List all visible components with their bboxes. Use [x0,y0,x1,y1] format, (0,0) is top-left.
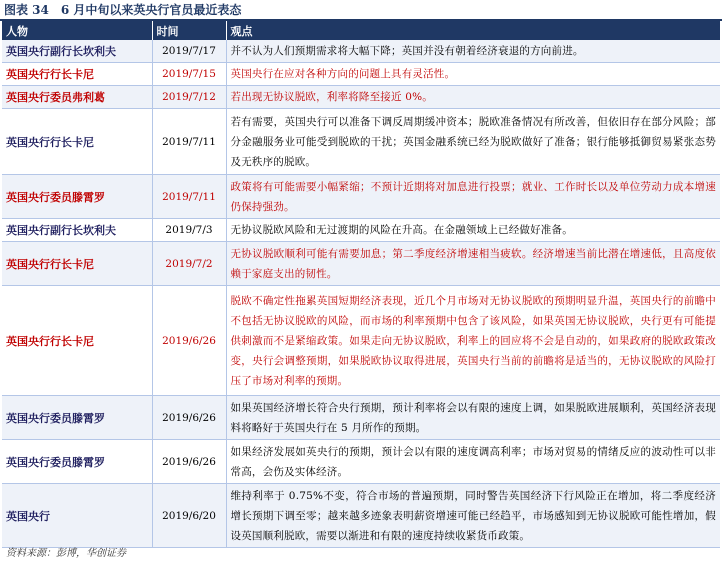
row-view: 无协议脱欧顺利可能有需要加息；第二季度经济增速相当疲软。经济增速当前比潜在增速低，且高度依赖于家庭支出的韧性。 [226,242,720,286]
table-row [2,109,720,175]
row-view: 维持利率于 0.75%不变，符合市场的普遍预期，同时警告英国经济下行风险正在增加，将二季度经济增长预期下调至零；越来越多迹象表明薪资增速可能已经趋平，市场感知到无协议脱欧可能性增加，假设英国顺利脱欧，需要以渐进和有限的速度持续收紧货币政策。 [226,484,720,548]
table-row [2,242,720,286]
row-view: 若出现无协议脱欧，利率将降至接近 0%。 [226,86,720,109]
row-date: 2019/7/2 [152,242,226,286]
row-date: 2019/6/26 [152,396,226,440]
row-view: 如果英国经济增长符合央行预期，预计利率将会以有限的速度上调，如果脱欧进展顺利，英国经济表现料将略好于英国央行在 5 月所作的预期。 [226,396,720,440]
row-date: 2019/6/26 [152,440,226,484]
row-date: 2019/7/12 [152,86,226,109]
table-body [2,40,720,548]
row-view: 政策将有可能需要小幅紧缩；不预计近期将对加息进行投票；就业、工作时长以及单位劳动力成本增速仍保持强劲。 [226,175,720,219]
header-view: 观点 [226,21,720,40]
row-view: 并不认为人们预期需求将大幅下降；英国并没有朝着经济衰退的方向前进。 [226,40,720,63]
row-person: 英国央行委员弗利葛 [2,86,152,109]
table-header-row [2,21,720,40]
header-time: 时间 [152,21,226,40]
table-row [2,175,720,219]
table-row [2,63,720,86]
row-person: 英国央行副行长坎利夫 [2,219,152,242]
table-row [2,396,720,440]
row-person: 英国央行委员滕霄罗 [2,440,152,484]
table-row [2,219,720,242]
row-date: 2019/7/15 [152,63,226,86]
row-date: 2019/6/20 [152,484,226,548]
table-row [2,440,720,484]
figure-caption: 图表 34 6 月中旬以来英央行官员最近表态 [4,3,242,17]
row-date: 2019/6/26 [152,286,226,396]
row-view: 英国央行在应对各种方向的问题上具有灵活性。 [226,63,720,86]
row-person: 英国央行委员滕霄罗 [2,175,152,219]
row-person: 英国央行行长卡尼 [2,109,152,175]
row-view: 脱欧不确定性拖累英国短期经济表现，近几个月市场对无协议脱欧的预期明显升温，英国央行的前瞻中不包括无协议脱欧的风险，而市场的利率预期中包含了该风险，如果英国无协议脱欧，央行更有可能提供刺激而不是紧缩政策。如果走向无协议脱欧，利率上的回应将不会是自动的，如果政府的脱欧政策改变，央行会调整预期，如果脱欧协议取得进展，英国央行当前的前瞻将是适当的，无协议脱欧的风险打压了市场对利率的预期。 [226,286,720,396]
row-person: 英国央行行长卡尼 [2,286,152,396]
row-view: 无协议脱欧风险和无过渡期的风险在升高。在金融领域上已经做好准备。 [226,219,720,242]
row-person: 英国央行副行长坎利夫 [2,40,152,63]
row-view: 如果经济发展如英央行的预期，预计会以有限的速度调高利率；市场对贸易的情绪反应的波动性可以非常高，会伤及实体经济。 [226,440,720,484]
source-note: 资料来源：彭博，华创证券 [6,548,126,559]
table-row [2,40,720,63]
row-date: 2019/7/11 [152,175,226,219]
row-person: 英国央行行长卡尼 [2,242,152,286]
table-row [2,286,720,396]
row-view: 若有需要，英国央行可以准备下调反周期缓冲资本；脱欧准备情况有所改善，但依旧存在部分风险；部分金融服务业可能受到脱欧的干扰；英国金融系统已经为脱欧做好了准备；银行能够抵御贸易紧张态势及无秩序的脱欧。 [226,109,720,175]
table-row [2,86,720,109]
officials-statements-table [2,21,720,548]
row-date: 2019/7/3 [152,219,226,242]
row-date: 2019/7/11 [152,109,226,175]
row-date: 2019/7/17 [152,40,226,63]
header-person: 人物 [2,21,152,40]
row-person: 英国央行 [2,484,152,548]
row-person: 英国央行委员滕霄罗 [2,396,152,440]
table-row [2,484,720,548]
row-person: 英国央行行长卡尼 [2,63,152,86]
